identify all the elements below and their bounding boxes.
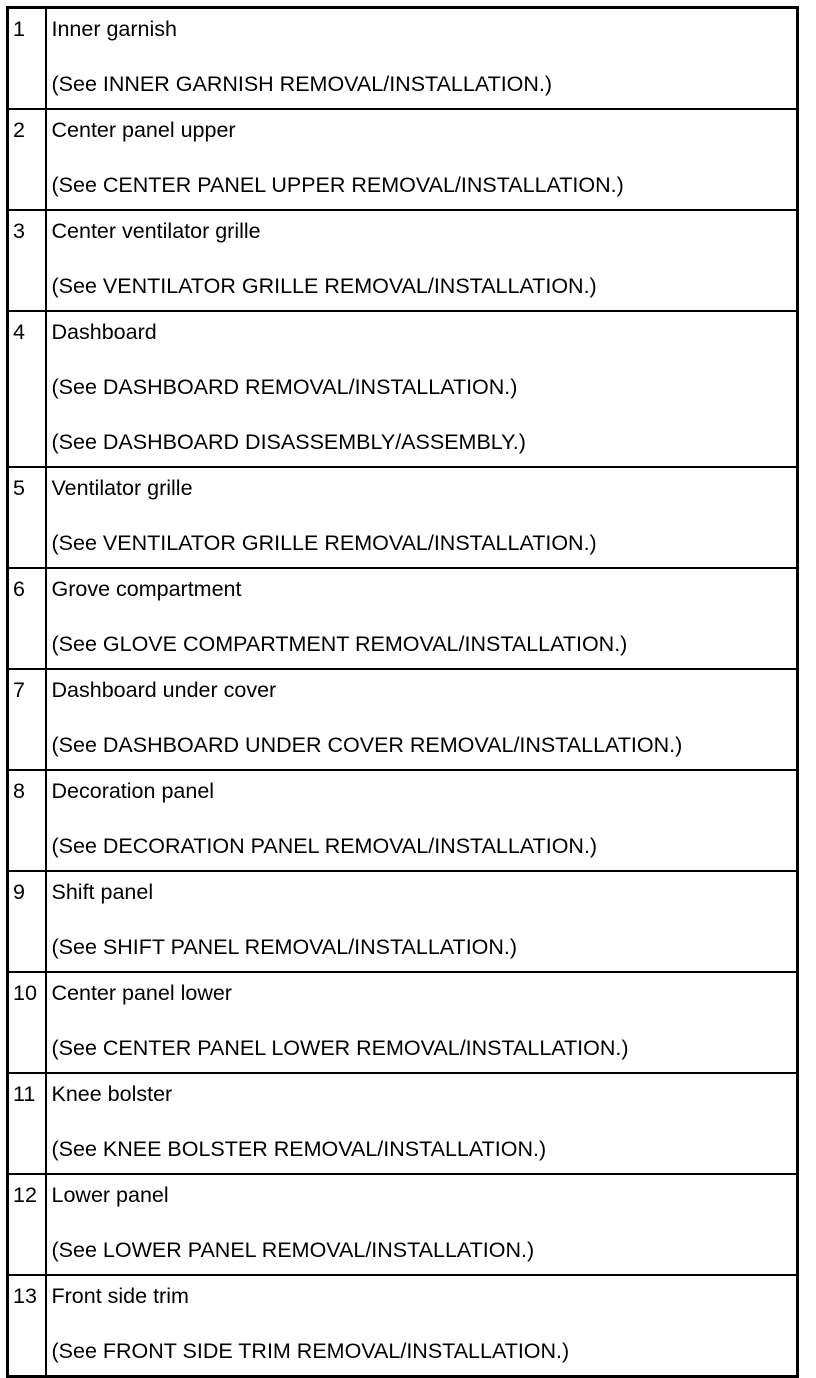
part-name: Center ventilator grille bbox=[51, 219, 261, 243]
item-description bbox=[46, 1174, 798, 1275]
table-row bbox=[8, 109, 798, 210]
part-name: Lower panel bbox=[51, 1183, 169, 1207]
item-number: 9 bbox=[8, 871, 46, 972]
item-number: 6 bbox=[8, 568, 46, 669]
table-row bbox=[8, 770, 798, 871]
part-name: Decoration panel bbox=[51, 779, 215, 803]
reference-text: (See LOWER PANEL REMOVAL/INSTALLATION.) bbox=[51, 1238, 535, 1262]
table-row bbox=[8, 871, 798, 972]
item-number: 11 bbox=[8, 1073, 46, 1174]
item-description bbox=[46, 669, 798, 770]
reference-text: (See DASHBOARD REMOVAL/INSTALLATION.) bbox=[51, 375, 518, 399]
reference-text: (See DASHBOARD DISASSEMBLY/ASSEMBLY.) bbox=[51, 430, 526, 454]
item-description bbox=[46, 871, 798, 972]
table-row bbox=[8, 311, 798, 467]
item-description bbox=[46, 1275, 798, 1377]
item-number: 13 bbox=[8, 1275, 46, 1377]
reference-text: (See INNER GARNISH REMOVAL/INSTALLATION.) bbox=[51, 72, 553, 96]
item-description bbox=[46, 972, 798, 1073]
table-row bbox=[8, 568, 798, 669]
item-number: 4 bbox=[8, 311, 46, 467]
item-description bbox=[46, 467, 798, 568]
reference-text: (See CENTER PANEL LOWER REMOVAL/INSTALLATION.) bbox=[51, 1036, 629, 1060]
item-description bbox=[46, 568, 798, 669]
item-number: 7 bbox=[8, 669, 46, 770]
reference-text: (See VENTILATOR GRILLE REMOVAL/INSTALLATION.) bbox=[51, 274, 597, 298]
part-name: Inner garnish bbox=[51, 17, 177, 41]
parts-table-body bbox=[8, 8, 798, 1377]
table-row bbox=[8, 467, 798, 568]
item-description bbox=[46, 311, 798, 467]
part-name: Shift panel bbox=[51, 880, 154, 904]
item-description bbox=[46, 210, 798, 311]
table-row bbox=[8, 210, 798, 311]
item-number: 5 bbox=[8, 467, 46, 568]
table-row bbox=[8, 972, 798, 1073]
part-name: Grove compartment bbox=[51, 577, 242, 601]
part-name: Center panel lower bbox=[51, 981, 232, 1005]
item-number: 1 bbox=[8, 8, 46, 110]
table-row bbox=[8, 1275, 798, 1377]
reference-text: (See VENTILATOR GRILLE REMOVAL/INSTALLATION.) bbox=[51, 531, 597, 555]
table-row bbox=[8, 1174, 798, 1275]
reference-text: (See DASHBOARD UNDER COVER REMOVAL/INSTALLATION.) bbox=[51, 733, 683, 757]
part-name: Ventilator grille bbox=[51, 476, 193, 500]
reference-text: (See FRONT SIDE TRIM REMOVAL/INSTALLATION.) bbox=[51, 1339, 570, 1363]
part-name: Center panel upper bbox=[51, 118, 236, 142]
parts-reference-table bbox=[6, 6, 799, 1378]
reference-text: (See CENTER PANEL UPPER REMOVAL/INSTALLATION.) bbox=[51, 173, 624, 197]
table-row bbox=[8, 1073, 798, 1174]
item-description bbox=[46, 1073, 798, 1174]
table-row bbox=[8, 8, 798, 110]
part-name: Front side trim bbox=[51, 1284, 189, 1308]
item-description bbox=[46, 109, 798, 210]
item-description bbox=[46, 770, 798, 871]
item-number: 8 bbox=[8, 770, 46, 871]
reference-text: (See KNEE BOLSTER REMOVAL/INSTALLATION.) bbox=[51, 1137, 547, 1161]
item-number: 12 bbox=[8, 1174, 46, 1275]
item-number: 3 bbox=[8, 210, 46, 311]
part-name: Dashboard bbox=[51, 320, 157, 344]
reference-text: (See GLOVE COMPARTMENT REMOVAL/INSTALLATION.) bbox=[51, 632, 628, 656]
item-description bbox=[46, 8, 798, 110]
part-name: Dashboard under cover bbox=[51, 678, 277, 702]
item-number: 10 bbox=[8, 972, 46, 1073]
reference-text: (See DECORATION PANEL REMOVAL/INSTALLATION.) bbox=[51, 834, 598, 858]
table-row bbox=[8, 669, 798, 770]
reference-text: (See SHIFT PANEL REMOVAL/INSTALLATION.) bbox=[51, 935, 518, 959]
item-number: 2 bbox=[8, 109, 46, 210]
part-name: Knee bolster bbox=[51, 1082, 173, 1106]
